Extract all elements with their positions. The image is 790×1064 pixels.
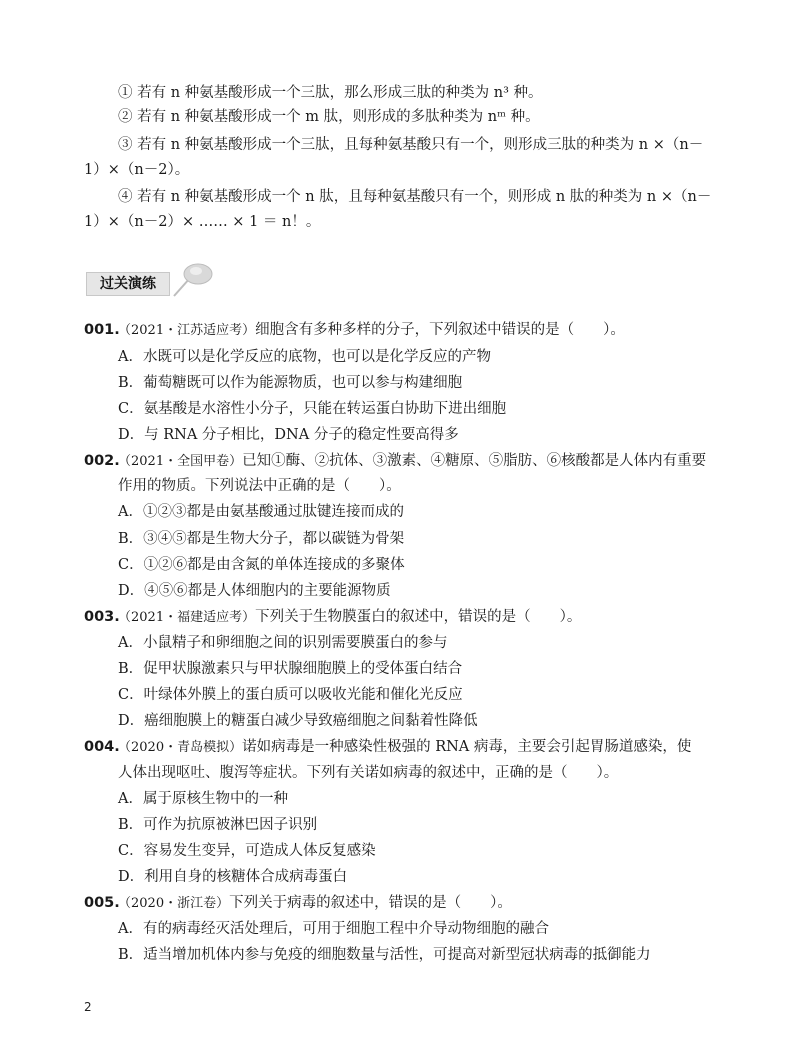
option-d: D．④⑤⑥都是人体细胞内的主要能源物质: [118, 583, 391, 599]
option-a: A．有的病毒经灭活处理后，可用于细胞工程中介导动物细胞的融合: [118, 921, 549, 937]
option-c: C．①②⑥都是由含氮的单体连接成的多聚体: [118, 557, 405, 573]
question-source: （2021・福建适应考）: [118, 610, 256, 625]
question-source: （2020・浙江卷）: [118, 896, 230, 911]
option-c: C．容易发生变异，可造成人体反复感染: [118, 843, 376, 859]
question-stem-line: 已知①酶、②抗体、③激素、④糖原、⑤脂肪、⑥核酸都是人体内有重要: [242, 453, 707, 469]
section-title: 过关演练: [86, 272, 170, 296]
option-c: C．氨基酸是水溶性小分子，只能在转运蛋白协助下进出细胞: [118, 401, 507, 417]
question-stem: [118, 451, 706, 472]
question-stem: [118, 893, 512, 914]
question-number: 003.: [84, 609, 120, 625]
question-stem: [118, 737, 691, 758]
page-number: 2: [84, 1000, 92, 1014]
rule-3: ③ 若有 n 种氨基酸形成一个三肽，且每种氨基酸只有一个，则形成三肽的种类为 n ×（n－: [118, 137, 704, 153]
rule-1: ① 若有 n 种氨基酸形成一个三肽，那么形成三肽的种类为 n³ 种。: [118, 85, 543, 101]
option-b: B．葡萄糖既可以作为能源物质，也可以参与构建细胞: [118, 375, 463, 391]
question-number: 002.: [84, 453, 120, 469]
question-stem-line-2: 人体出现呕吐、腹泻等症状。下列有关诺如病毒的叙述中，正确的是（ ）。: [118, 765, 619, 781]
question-stem: [118, 607, 581, 628]
pushpin-icon: [170, 256, 218, 302]
option-a: A．水既可以是化学反应的底物，也可以是化学反应的产物: [118, 349, 491, 365]
question-source: （2020・青岛模拟）: [118, 740, 243, 755]
rule-3-cont: 1）×（n－2）。: [84, 162, 190, 178]
question-stem-line: 细胞含有多种多样的分子，下列叙述中错误的是（ ）。: [255, 322, 625, 338]
question-number: 004.: [84, 739, 120, 755]
question-source: （2021・江苏适应考）: [118, 323, 256, 338]
question-stem-line-2: 作用的物质。下列说法中正确的是（ ）。: [118, 478, 401, 494]
option-d: D．癌细胞膜上的糖蛋白减少导致癌细胞之间黏着性降低: [118, 713, 478, 729]
question-source: （2021・全国甲卷）: [118, 454, 243, 469]
question-stem-line: 诺如病毒是一种感染性极强的 RNA 病毒，主要会引起胃肠道感染，使: [242, 739, 692, 755]
option-b: B．可作为抗原被淋巴因子识别: [118, 817, 318, 833]
option-d: D．与 RNA 分子相比，DNA 分子的稳定性要高得多: [118, 427, 459, 443]
rule-4-cont: 1）×（n－2）× …… × 1 ＝ n！。: [84, 214, 321, 230]
question-stem-line: 下列关于生物膜蛋白的叙述中，错误的是（ ）。: [255, 609, 582, 625]
question-number: 005.: [84, 895, 120, 911]
rule-4: ④ 若有 n 种氨基酸形成一个 n 肽，且每种氨基酸只有一个，则形成 n 肽的种类为 n ×（n－: [118, 189, 712, 205]
rule-2: ② 若有 n 种氨基酸形成一个 m 肽，则形成的多肽种类为 nᵐ 种。: [118, 109, 540, 125]
option-a: A．属于原核生物中的一种: [118, 791, 288, 807]
option-b: B．适当增加机体内参与免疫的细胞数量与活性，可提高对新型冠状病毒的抵御能力: [118, 947, 651, 963]
option-b: B．③④⑤都是生物大分子，都以碳链为骨架: [118, 531, 405, 547]
option-c: C．叶绿体外膜上的蛋白质可以吸收光能和催化光反应: [118, 687, 463, 703]
option-d: D．利用自身的核糖体合成病毒蛋白: [118, 869, 348, 885]
option-b: B．促甲状腺激素只与甲状腺细胞膜上的受体蛋白结合: [118, 661, 463, 677]
question-stem: [118, 320, 625, 341]
question-stem-line: 下列关于病毒的叙述中，错误的是（ ）。: [229, 895, 512, 911]
question-number: 001.: [84, 322, 120, 338]
option-a: A．小鼠精子和卵细胞之间的识别需要膜蛋白的参与: [118, 635, 448, 651]
option-a: A．①②③都是由氨基酸通过肽键连接而成的: [118, 504, 404, 520]
